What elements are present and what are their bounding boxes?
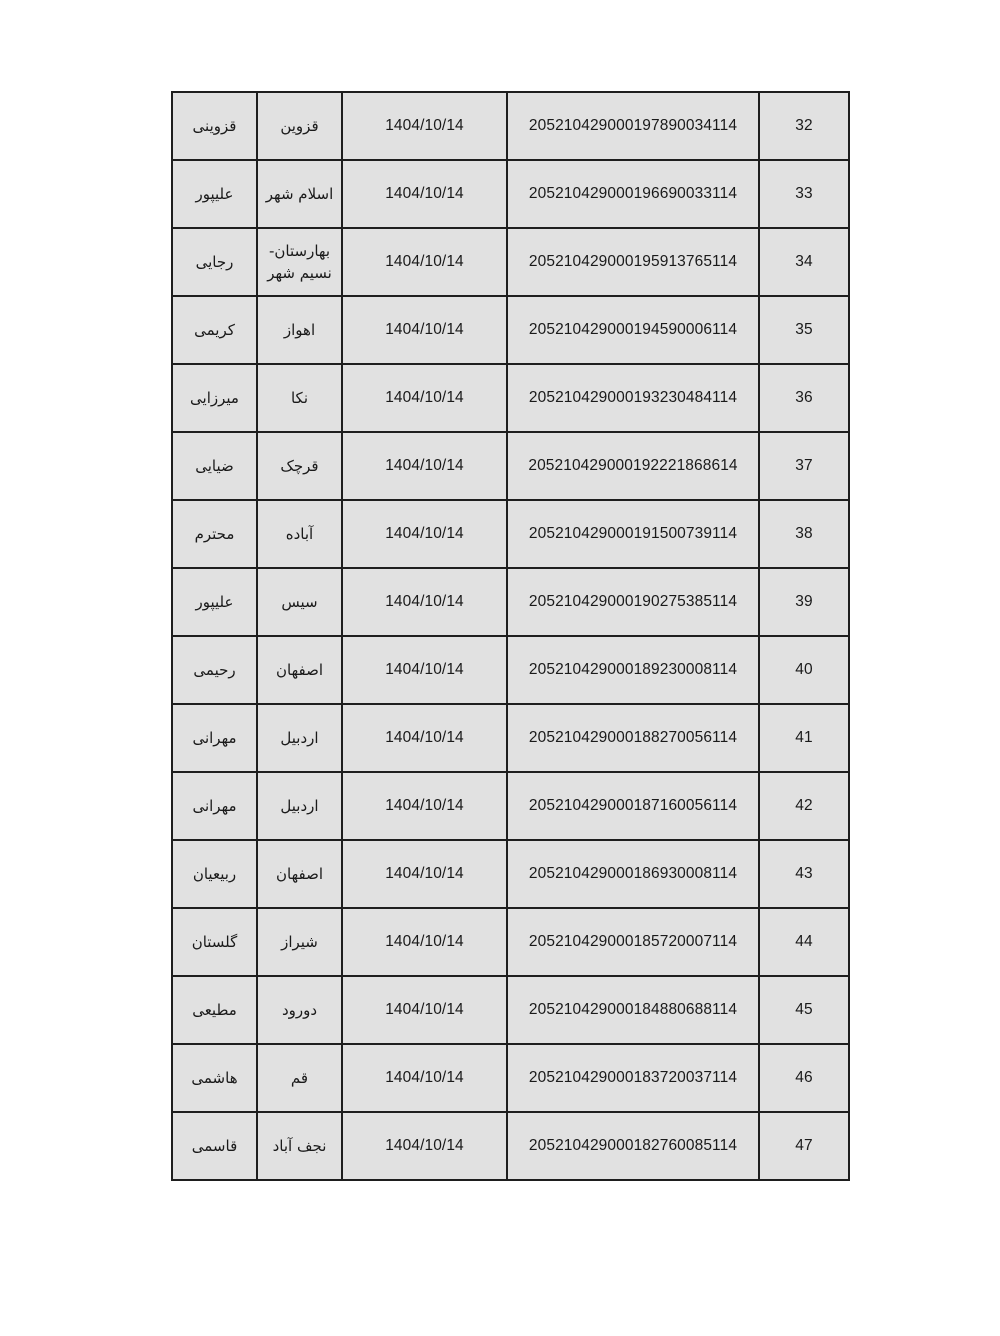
name-cell: ضیایی xyxy=(172,432,257,500)
city-cell: نکا xyxy=(257,364,342,432)
table-row xyxy=(172,704,849,772)
table-row xyxy=(172,908,849,976)
name-cell: رجایی xyxy=(172,228,257,296)
row-number-cell: 42 xyxy=(759,772,849,840)
city-cell: اهواز xyxy=(257,296,342,364)
name-cell: هاشمی xyxy=(172,1044,257,1112)
date-cell: 1404/10/14 xyxy=(342,908,507,976)
date-cell: 1404/10/14 xyxy=(342,364,507,432)
name-cell: مهرانی xyxy=(172,772,257,840)
table-row xyxy=(172,568,849,636)
city-cell: دورود xyxy=(257,976,342,1044)
results-table xyxy=(171,91,850,1181)
date-cell: 1404/10/14 xyxy=(342,1112,507,1180)
code-cell: 205210429000184880688114 xyxy=(507,976,759,1044)
date-cell: 1404/10/14 xyxy=(342,840,507,908)
table-row xyxy=(172,364,849,432)
row-number-cell: 41 xyxy=(759,704,849,772)
city-cell: بهارستان- نسیم شهر xyxy=(257,228,342,296)
code-cell: 205210429000195913765114 xyxy=(507,228,759,296)
code-cell: 205210429000183720037114 xyxy=(507,1044,759,1112)
date-cell: 1404/10/14 xyxy=(342,432,507,500)
date-cell: 1404/10/14 xyxy=(342,92,507,160)
table-row xyxy=(172,636,849,704)
city-cell: قرچک xyxy=(257,432,342,500)
city-cell: سیس xyxy=(257,568,342,636)
code-cell: 205210429000182760085114 xyxy=(507,1112,759,1180)
name-cell: میرزایی xyxy=(172,364,257,432)
row-number-cell: 44 xyxy=(759,908,849,976)
code-cell: 205210429000187160056114 xyxy=(507,772,759,840)
table-row xyxy=(172,296,849,364)
row-number-cell: 40 xyxy=(759,636,849,704)
row-number-cell: 35 xyxy=(759,296,849,364)
code-cell: 205210429000190275385114 xyxy=(507,568,759,636)
row-number-cell: 46 xyxy=(759,1044,849,1112)
name-cell: علیپور xyxy=(172,160,257,228)
name-cell: قاسمی xyxy=(172,1112,257,1180)
code-cell: 205210429000197890034114 xyxy=(507,92,759,160)
table-row xyxy=(172,1112,849,1180)
row-number-cell: 34 xyxy=(759,228,849,296)
date-cell: 1404/10/14 xyxy=(342,1044,507,1112)
date-cell: 1404/10/14 xyxy=(342,500,507,568)
code-cell: 205210429000196690033114 xyxy=(507,160,759,228)
date-cell: 1404/10/14 xyxy=(342,568,507,636)
code-cell: 205210429000186930008114 xyxy=(507,840,759,908)
date-cell: 1404/10/14 xyxy=(342,976,507,1044)
code-cell: 205210429000188270056114 xyxy=(507,704,759,772)
city-cell: نجف آباد xyxy=(257,1112,342,1180)
city-cell: قزوین xyxy=(257,92,342,160)
code-cell: 205210429000185720007114 xyxy=(507,908,759,976)
table-row xyxy=(172,160,849,228)
date-cell: 1404/10/14 xyxy=(342,636,507,704)
row-number-cell: 43 xyxy=(759,840,849,908)
table-row xyxy=(172,976,849,1044)
row-number-cell: 32 xyxy=(759,92,849,160)
name-cell: محترم xyxy=(172,500,257,568)
city-cell: شیراز xyxy=(257,908,342,976)
city-cell: قم xyxy=(257,1044,342,1112)
date-cell: 1404/10/14 xyxy=(342,160,507,228)
name-cell: مطیعی xyxy=(172,976,257,1044)
table-row xyxy=(172,1044,849,1112)
city-cell: اصفهان xyxy=(257,840,342,908)
name-cell: مهرانی xyxy=(172,704,257,772)
row-number-cell: 45 xyxy=(759,976,849,1044)
row-number-cell: 37 xyxy=(759,432,849,500)
name-cell: ربیعیان xyxy=(172,840,257,908)
code-cell: 205210429000193230484114 xyxy=(507,364,759,432)
row-number-cell: 47 xyxy=(759,1112,849,1180)
name-cell: قزوینی xyxy=(172,92,257,160)
date-cell: 1404/10/14 xyxy=(342,296,507,364)
row-number-cell: 36 xyxy=(759,364,849,432)
table-row xyxy=(172,500,849,568)
table-row xyxy=(172,840,849,908)
name-cell: گلستان xyxy=(172,908,257,976)
date-cell: 1404/10/14 xyxy=(342,704,507,772)
table-row xyxy=(172,228,849,296)
table-row xyxy=(172,432,849,500)
city-cell: اصفهان xyxy=(257,636,342,704)
table-row xyxy=(172,772,849,840)
row-number-cell: 38 xyxy=(759,500,849,568)
table-row xyxy=(172,92,849,160)
code-cell: 205210429000192221868614 xyxy=(507,432,759,500)
city-cell: آباده xyxy=(257,500,342,568)
code-cell: 205210429000191500739114 xyxy=(507,500,759,568)
table-body xyxy=(172,92,849,1180)
code-cell: 205210429000189230008114 xyxy=(507,636,759,704)
date-cell: 1404/10/14 xyxy=(342,228,507,296)
name-cell: کریمی xyxy=(172,296,257,364)
name-cell: علیپور xyxy=(172,568,257,636)
row-number-cell: 33 xyxy=(759,160,849,228)
city-cell: اسلام شهر xyxy=(257,160,342,228)
date-cell: 1404/10/14 xyxy=(342,772,507,840)
code-cell: 205210429000194590006114 xyxy=(507,296,759,364)
city-cell: اردبیل xyxy=(257,772,342,840)
city-cell: اردبیل xyxy=(257,704,342,772)
name-cell: رحیمی xyxy=(172,636,257,704)
row-number-cell: 39 xyxy=(759,568,849,636)
